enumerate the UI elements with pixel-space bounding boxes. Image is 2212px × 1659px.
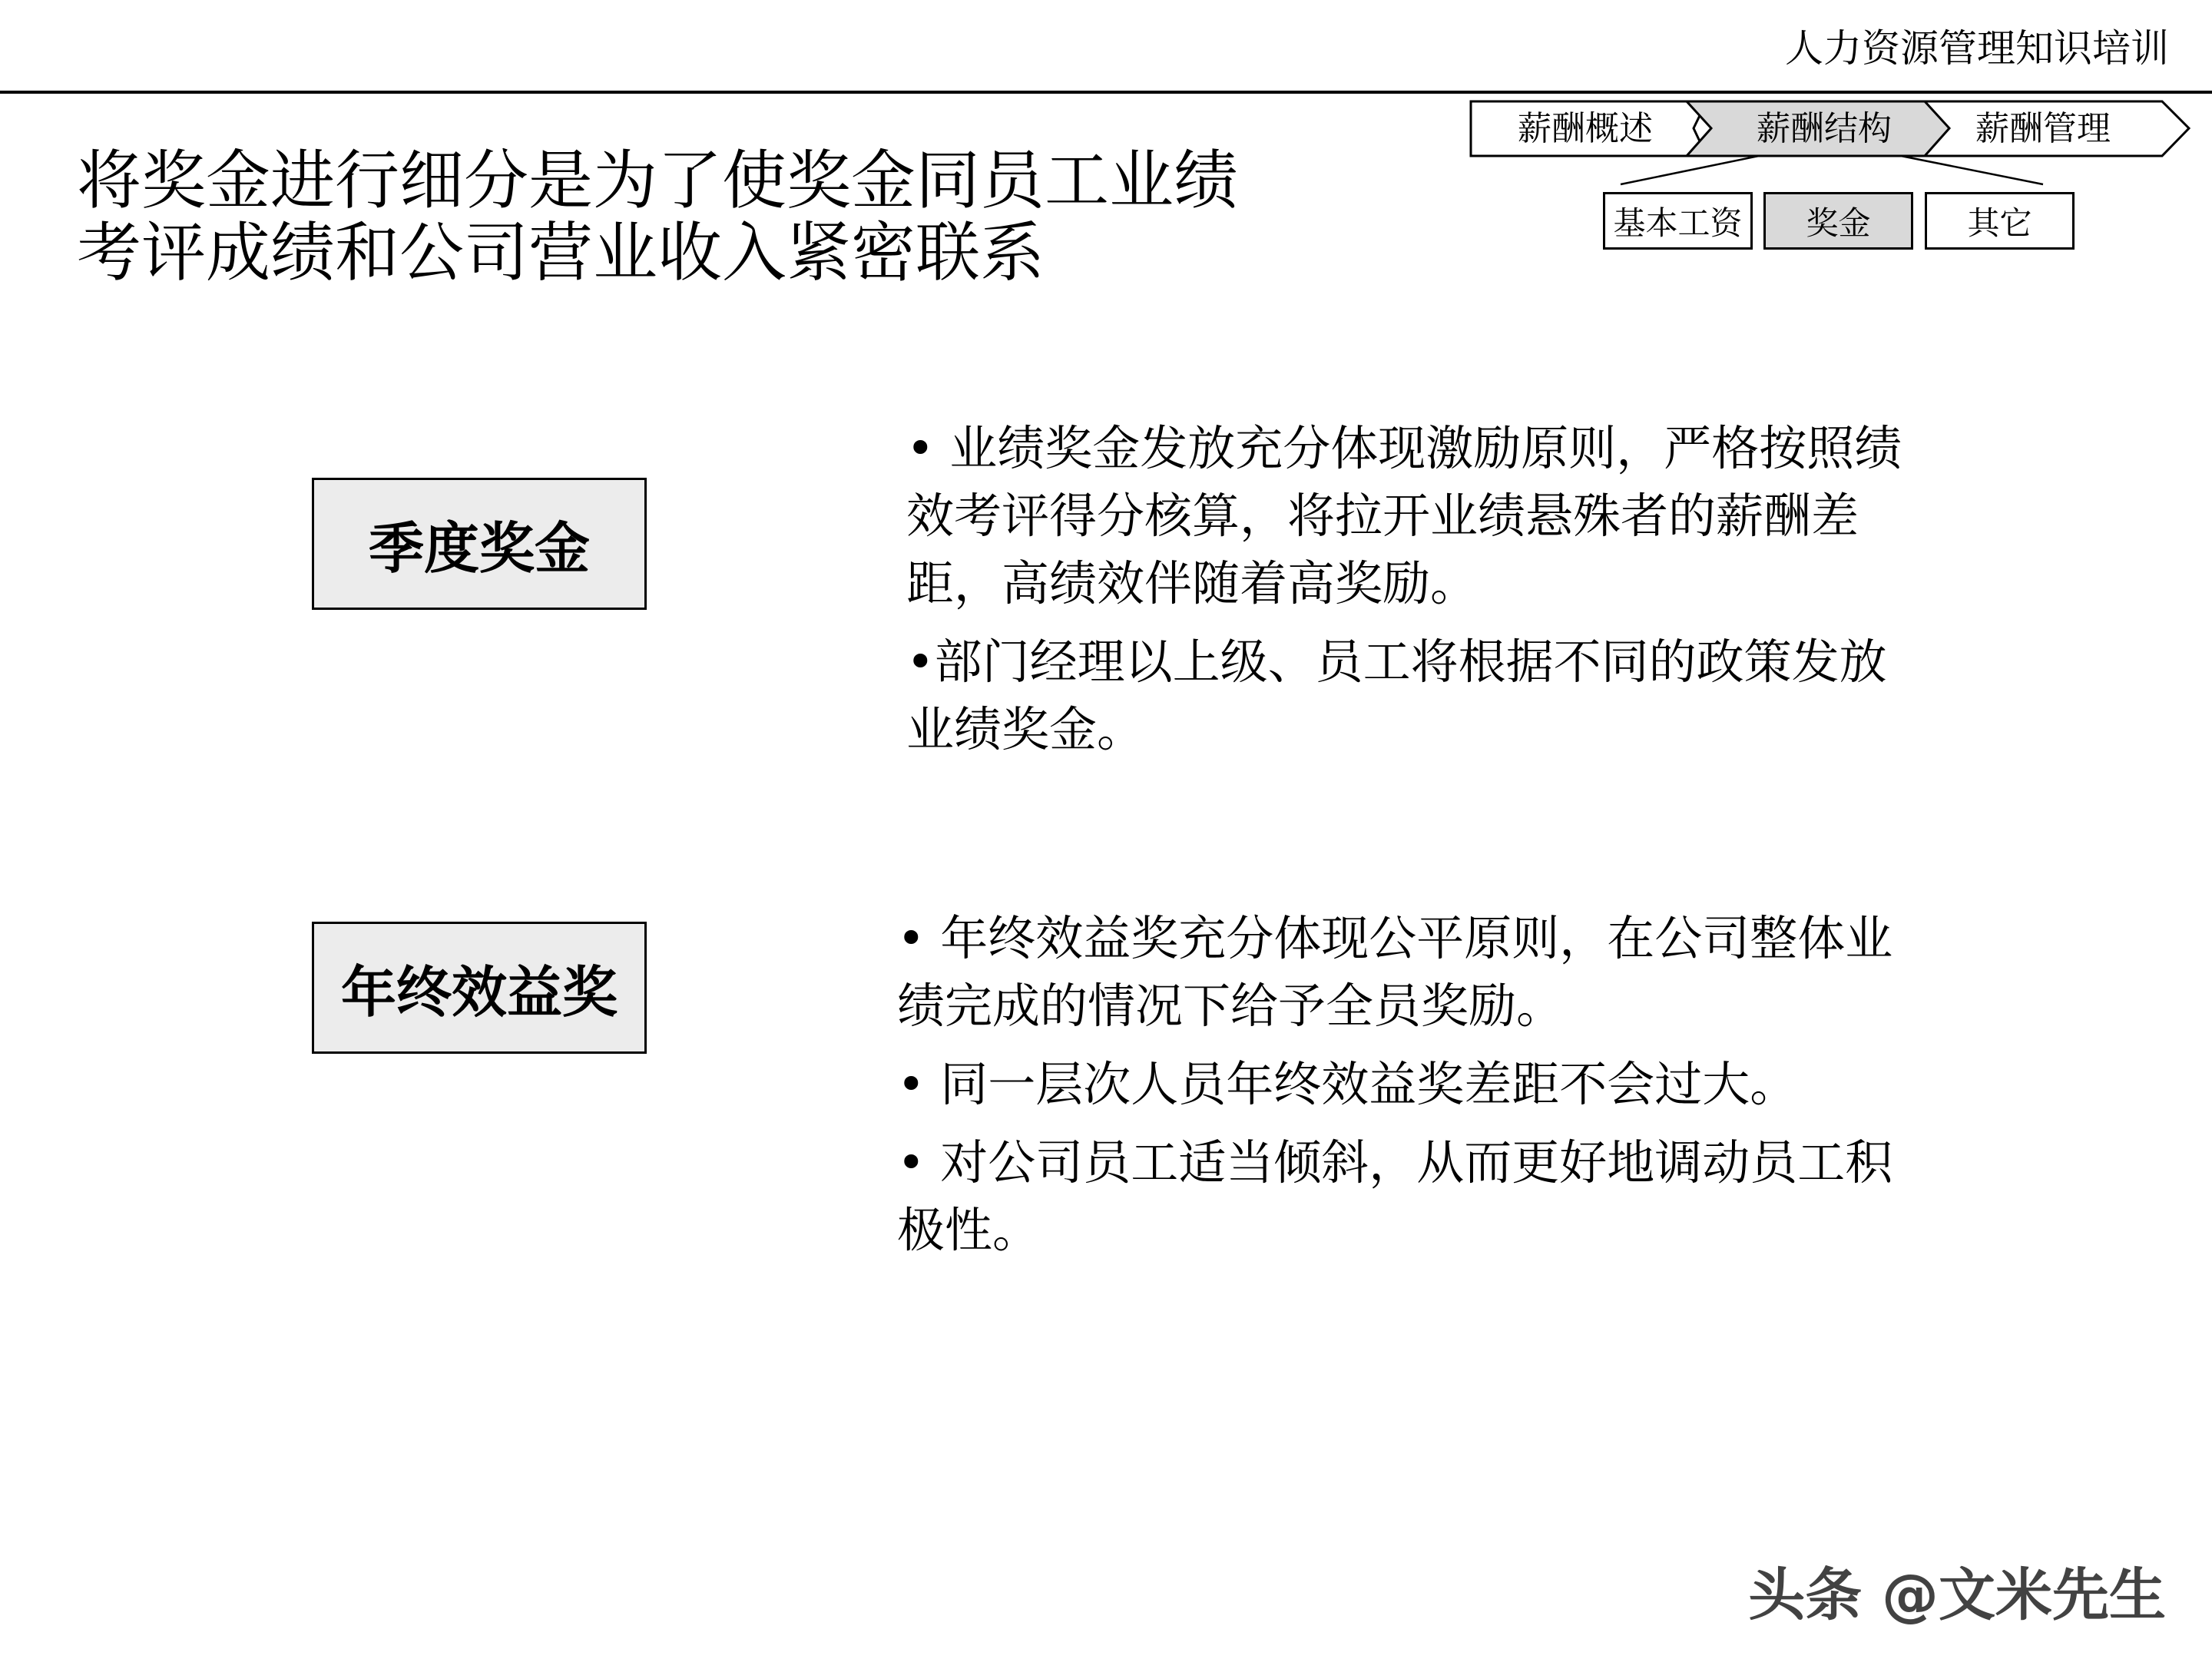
year-end-bonus-bullet: • 对公司员工适当倾斜，从而更好地调动员工积极性。 [897, 1134, 1893, 1258]
page-title [77, 144, 1238, 289]
nav-connector-left [1621, 156, 1759, 184]
year-end-bonus-description [897, 905, 1896, 1275]
quarterly-bonus-bullet: • 业绩奖金发放充分体现激励原则，严格按照绩效考评得分核算，将拉开业绩悬殊者的薪酬差距，高绩效伴随着高奖励。 [906, 420, 1902, 611]
header-divider [0, 91, 2212, 94]
nav-step-management-label: 薪酬管理 [1975, 109, 2111, 148]
nav-connector-right [1901, 156, 2043, 184]
year-end-bonus-bullet: • 年终效益奖充分体现公平原则，在公司整体业绩完成的情况下给予全员奖励。 [897, 910, 1893, 1034]
quarterly-bonus-bullet: •部门经理以上级、员工将根据不同的政策发放业绩奖金。 [906, 634, 1887, 757]
quarterly-bonus-description [906, 415, 1905, 774]
nav-sub-item-other[interactable]: 其它 [1925, 192, 2075, 250]
header-title: 人力资源管理知识培训 [1785, 26, 2169, 71]
year-end-bonus-label-box: 年终效益奖 [312, 922, 647, 1054]
nav-step-structure-label: 薪酬结构 [1757, 109, 1892, 148]
year-end-bonus-bullet: • 同一层次人员年终效益奖差距不会过大。 [897, 1056, 1798, 1112]
nav-step-overview-label: 薪酬概述 [1518, 109, 1653, 148]
nav-sub-item-bonus[interactable]: 奖金 [1763, 192, 1913, 250]
page-title-line-2: 考评成绩和公司营业收入紧密联系 [77, 215, 1045, 291]
page-title-line-1: 将奖金进行细分是为了使奖金同员工业绩 [77, 143, 1239, 218]
quarterly-bonus-label-box: 季度奖金 [312, 478, 647, 610]
watermark: 头条 @文米先生 [1748, 1562, 2166, 1628]
nav-sub-item-basic-salary[interactable]: 基本工资 [1603, 192, 1753, 250]
